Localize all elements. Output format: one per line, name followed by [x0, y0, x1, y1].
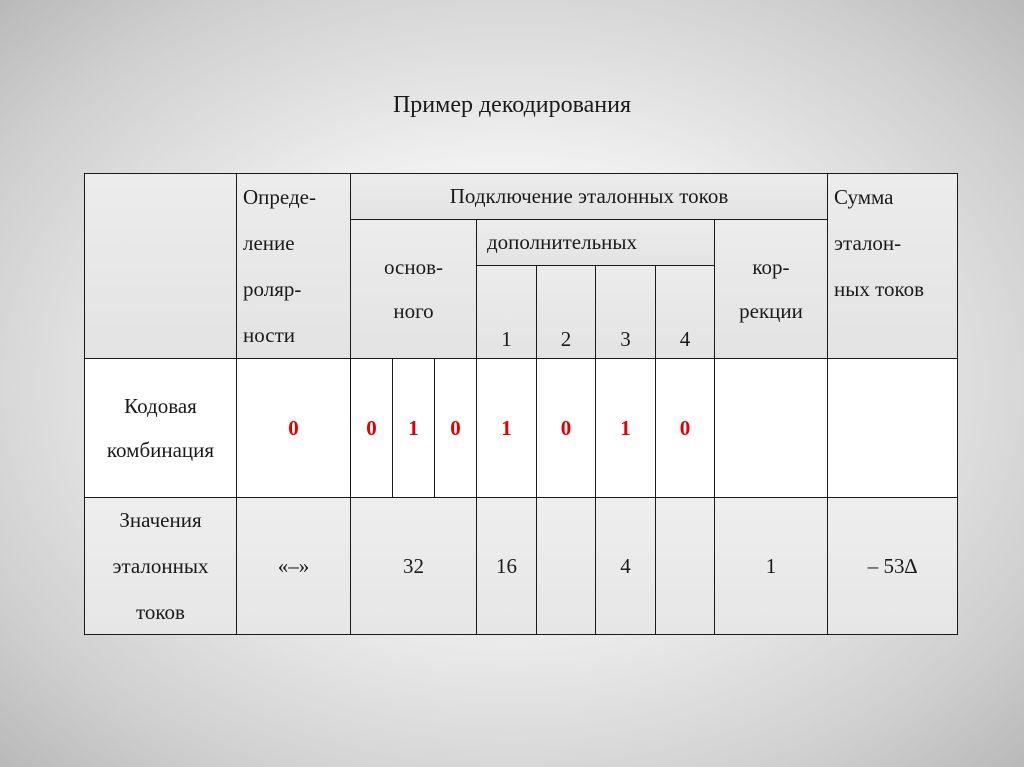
code-bit-main-2: 1 — [392, 358, 435, 498]
header-polarity-label: Опреде- ление pоляр- ности — [243, 185, 316, 347]
header-empty-cell — [84, 173, 237, 359]
code-cell-sum — [827, 358, 958, 498]
row-code-label-text: Кодовая комбинация — [106, 394, 215, 462]
header-correction-label: кор- рекции — [739, 255, 803, 323]
value-main: 32 — [350, 497, 477, 635]
value-sum: – 53∆ — [827, 497, 958, 635]
header-additional — [476, 219, 715, 266]
value-add-3: 4 — [595, 497, 656, 635]
page-title: Пример декодирования — [392, 92, 632, 118]
code-bit-main-3: 0 — [434, 358, 477, 498]
header-polarity — [236, 173, 351, 359]
code-bit-add-3: 1 — [595, 358, 656, 498]
header-add-col-4-label: 4 — [679, 327, 691, 351]
header-correction — [714, 219, 828, 359]
header-add-col-4 — [655, 265, 715, 359]
header-add-col-1 — [476, 265, 537, 359]
header-sum — [827, 173, 958, 359]
decoding-table — [84, 173, 958, 635]
header-add-col-2 — [536, 265, 596, 359]
value-polarity: «–» — [236, 497, 351, 635]
header-add-col-3-label: 3 — [620, 327, 631, 351]
value-add-1: 16 — [476, 497, 537, 635]
code-cell-correction — [714, 358, 828, 498]
row-values-label-text: Значения эталонных токов — [112, 508, 209, 624]
value-add-2 — [536, 497, 596, 635]
header-add-col-2-label: 2 — [560, 327, 572, 351]
header-connection-label: Подключение эталонных токов — [449, 184, 729, 208]
code-bit-add-2: 0 — [536, 358, 596, 498]
header-sum-label: Сумма эталон- ных токов — [834, 185, 925, 301]
header-add-col-3 — [595, 265, 656, 359]
header-additional-label: дополнительных — [487, 230, 638, 254]
header-main — [350, 219, 477, 359]
value-correction: 1 — [714, 497, 828, 635]
row-values-label — [84, 497, 237, 635]
header-main-label: основ- ного — [384, 255, 443, 323]
code-bit-add-4: 0 — [655, 358, 715, 498]
row-code-label — [84, 358, 237, 498]
code-bit-main-1: 0 — [350, 358, 393, 498]
value-add-4 — [655, 497, 715, 635]
header-connection — [350, 173, 828, 220]
code-bit-polarity: 0 — [236, 358, 351, 498]
code-bit-add-1: 1 — [476, 358, 537, 498]
header-add-col-1-label: 1 — [501, 327, 512, 351]
